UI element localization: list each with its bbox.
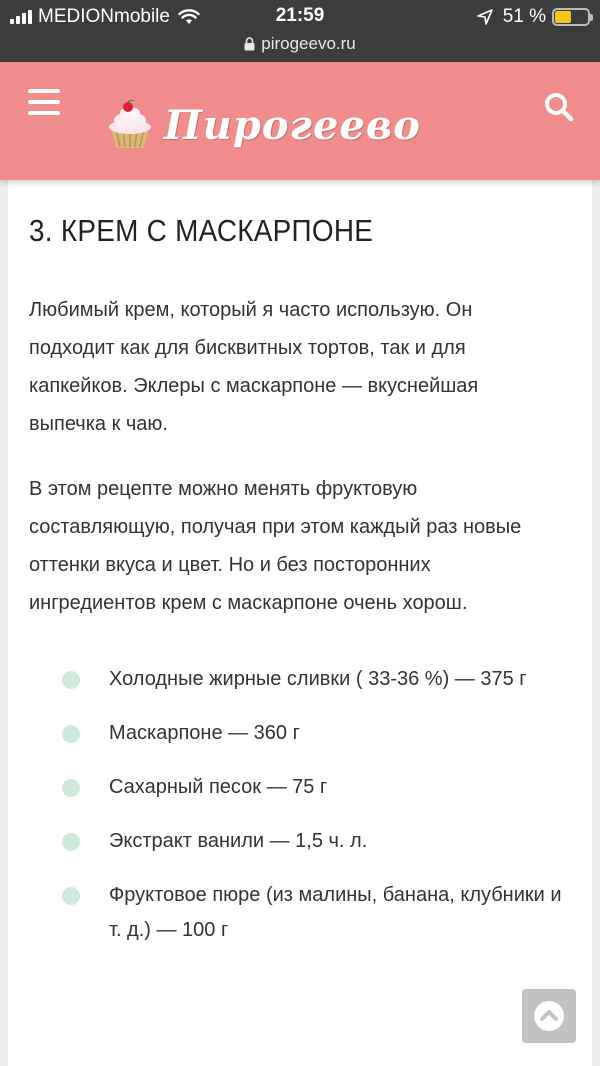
status-bar (0, 0, 600, 62)
menu-button[interactable] (28, 89, 60, 115)
location-arrow-icon (477, 9, 493, 25)
ingredient-text: Фруктовое пюре (из малины, банана, клубники и т. д.) — 100 г (109, 884, 562, 941)
chevron-up-icon (532, 999, 566, 1033)
carrier-name: MEDIONmobile (38, 6, 170, 27)
list-item (8, 662, 592, 697)
bullet-dot-icon (62, 725, 80, 743)
battery-percent: 51 % (502, 6, 546, 27)
site-logo[interactable] (104, 100, 421, 150)
list-item (8, 824, 592, 859)
url-text: pirogeevo.ru (261, 34, 356, 53)
cupcake-icon (104, 100, 156, 150)
bullet-dot-icon (62, 779, 80, 797)
list-item (8, 878, 592, 948)
logo-text: Пирогеево (164, 101, 421, 149)
paragraph: Любимый крем, который я часто использую. Он подходит как для бисквитных тортов, так и для капкейков. Эклеры с маскарпоне — вкуснейшая выпечка к чаю. (29, 299, 479, 435)
scroll-to-top-button[interactable] (522, 989, 576, 1043)
battery-icon (552, 8, 590, 26)
clock: 21:59 (275, 5, 325, 26)
ingredient-text: Сахарный песок — 75 г (109, 776, 328, 798)
site-header (0, 62, 600, 180)
lock-icon (244, 37, 255, 51)
bullet-dot-icon (62, 833, 80, 851)
bullet-dot-icon (62, 671, 80, 689)
ingredient-text: Маскарпоне — 360 г (109, 722, 300, 744)
ingredient-text: Экстракт ванили — 1,5 ч. л. (109, 830, 368, 852)
search-icon (544, 92, 574, 122)
article-content (8, 180, 592, 1066)
status-bar-right (477, 6, 590, 28)
battery-level-fill (555, 11, 571, 23)
search-button[interactable] (544, 92, 574, 122)
list-item (8, 770, 592, 805)
address-bar[interactable] (0, 34, 600, 54)
paragraph: В этом рецепте можно менять фруктовую составляющую, получая при этом каждый раз новые оттенки вкуса и цвет. Но и без посторонних ингредиентов крем с маскарпоне очень хорош. (29, 478, 522, 614)
ingredients-list (8, 662, 592, 948)
list-item (8, 716, 592, 751)
bullet-dot-icon (62, 887, 80, 905)
ingredient-text: Холодные жирные сливки ( 33-36 %) — 375 г (109, 668, 527, 690)
section-title: 3. КРЕМ С МАСКАРПОНЕ (29, 213, 374, 248)
hamburger-menu-icon (28, 89, 60, 93)
